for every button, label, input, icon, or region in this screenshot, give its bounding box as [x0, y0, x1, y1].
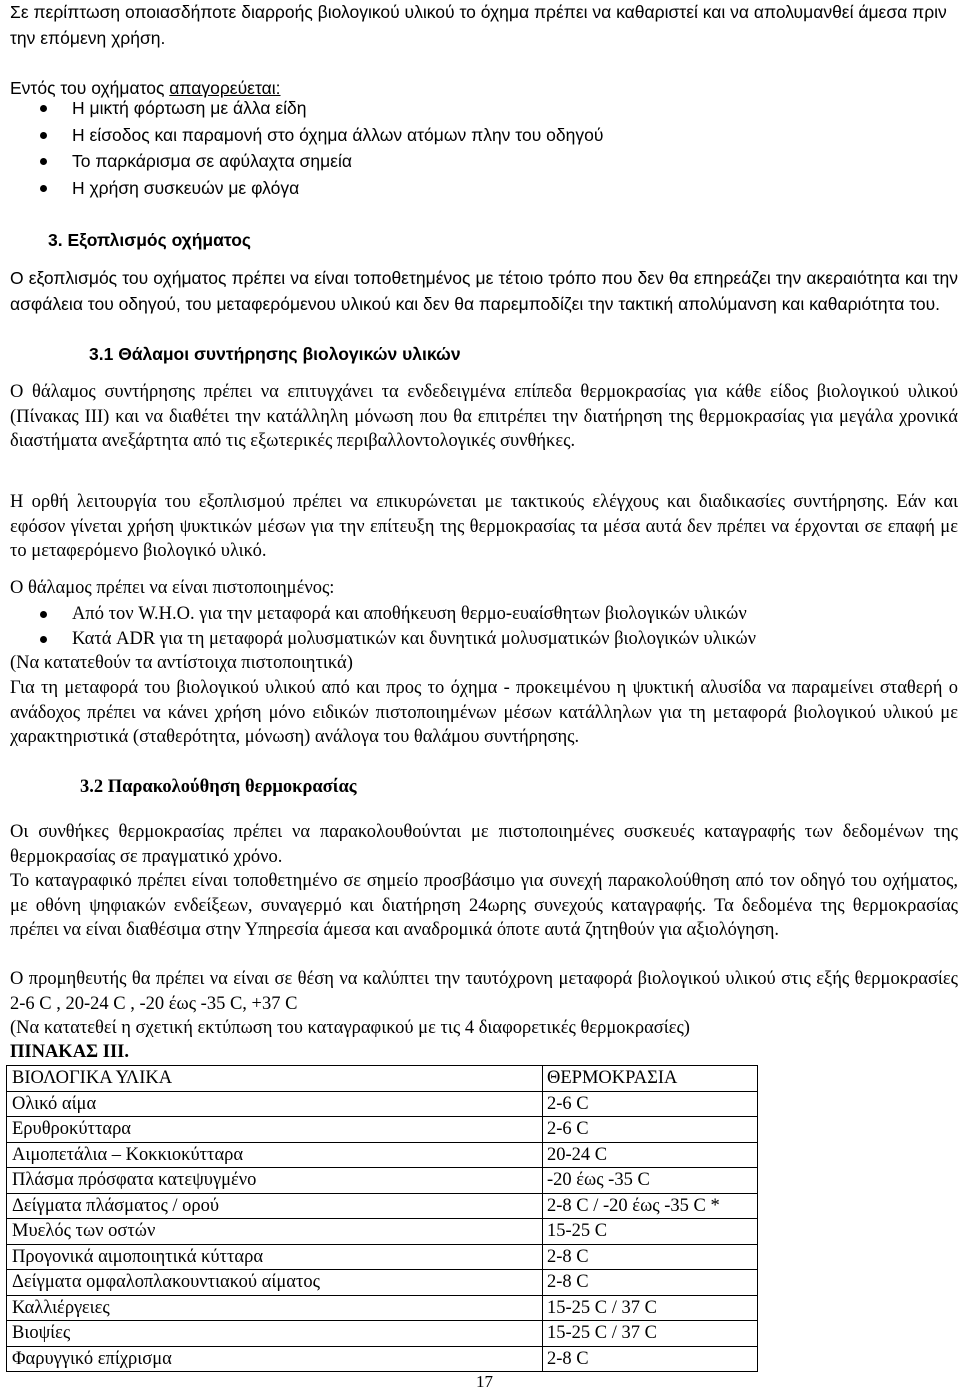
table-row — [7, 1168, 758, 1194]
material-cell: Αιμοπετάλια – Κοκκιοκύτταρα — [7, 1142, 543, 1168]
forbidden-word: απαγορεύεται: — [169, 78, 281, 98]
table-row — [7, 1270, 758, 1296]
bullet-icon — [40, 636, 47, 643]
table-header-row — [7, 1066, 758, 1092]
temperature-cell: 2-8 C / -20 έως -35 C * — [543, 1193, 758, 1219]
section-3-body: Ο εξοπλισμός του οχήματος πρέπει να είναι τοποθετημένος με τέτοιο τρόπο που δεν θα επηρεάζει την ακεραιότητα και την ασφάλεια του οδηγού, του μεταφερόμενου υλικού και δεν θα παρεμποδίζει την τακτική απολύμανση και καθαριότητα του. — [10, 268, 958, 314]
section-3-2-heading: 3.2 Παρακολούθηση θερμοκρασίας — [80, 777, 357, 797]
table-row — [7, 1193, 758, 1219]
table-body — [7, 1066, 758, 1372]
table-row — [7, 1091, 758, 1117]
bullet-icon — [40, 185, 47, 192]
temperature-cell: 2-8 C — [543, 1270, 758, 1296]
material-cell: Βιοψίες — [7, 1321, 543, 1347]
material-cell: Ερυθροκύτταρα — [7, 1117, 543, 1143]
section-3-1-heading: 3.1 Θάλαμοι συντήρησης βιολογικών υλικών — [89, 344, 461, 364]
section-3-1-paragraph-1: Ο θάλαμος συντήρησης πρέπει να επιτυγχάνει τα ενδεδειγμένα επίπεδα θερμοκρασίας για κάθε είδος βιολογικού υλικού (Πίνακας ΙΙΙ) και να διαθέτει την κατάλληλη μόνωση που θα επιτρέπει την διατήρηση της θερμοκρασίας για μεγάλα χρονικά διαστήματα ανεξάρτητα από τις εξωτερικές περιβαλλοντολογικές συνθήκες. — [10, 382, 958, 451]
table-row — [7, 1219, 758, 1245]
section-3-heading: 3. Εξοπλισμός οχήματος — [48, 230, 251, 250]
table-row — [7, 1117, 758, 1143]
section-3-2-paragraph-1: Οι συνθήκες θερμοκρασίας πρέπει να παρακολουθούνται με πιστοποιημένες συσκευές καταγραφής των δεδομένων της θερμοκρασίας σε πραγματικό χρόνο. — [10, 822, 958, 867]
section-3-2-paragraph-2: Το καταγραφικό πρέπει είναι τοποθετημένο σε σημείο προσβάσιμο για συνεχή παρακολούθηση από τον οδηγό του οχήματος, με οθόνη ψηφιακών ενδείξεων, συναγερμό και διατήρηση 24ωρης συνεχούς καταγραφής. Τα δεδομένα της θερμοκρασίας πρέπει να είναι διαθέσιμα στην Υπηρεσία άμεσα και αναδρομικά όποτε αυτά ζητηθούν για αξιολόγηση. — [10, 871, 958, 940]
leak-paragraph: Σε περίπτωση οποιασδήποτε διαρροής βιολογικού υλικού το όχημα πρέπει να καθαριστεί και να απολυμανθεί άμεσα πριν την επόμενη χρήση. — [10, 2, 947, 48]
bullet-icon — [40, 158, 47, 165]
table-row — [7, 1244, 758, 1270]
temperature-cell: -20 έως -35 C — [543, 1168, 758, 1194]
section-3-1-paragraph-2: Η ορθή λειτουργία του εξοπλισμού πρέπει να επικυρώνεται με τακτικούς ελέγχους και διαδικασίες συντήρησης. Εάν και εφόσον γίνεται χρήση ψυκτικών μέσων για την επίτευξη της θερμοκρασίας τα μέσα αυτά δεν πρέπει να έρχονται σε επαφή με το μεταφερόμενο βιολογικό υλικό. — [10, 492, 958, 561]
temperature-cell: 15-25 C — [543, 1219, 758, 1245]
table-row — [7, 1142, 758, 1168]
material-cell: Φαρυγγικό επίχρισμα — [7, 1346, 543, 1372]
section-3-2-paragraph-3: Ο προμηθευτής θα πρέπει να είναι σε θέση να καλύπτει την ταυτόχρονη μεταφορά βιολογικού υλικού στις εξής θερμοκρασίες 2-6 C , 20-24 C , -20 έως -35 C, +37 C — [10, 969, 958, 1014]
material-cell: Δείγματα πλάσματος / ορού — [7, 1193, 543, 1219]
section-3-2-paragraph-4: (Να κατατεθεί η σχετική εκτύπωση του καταγραφικού με τις 4 διαφορετικές θερμοκρασίες) — [10, 1018, 690, 1038]
table-title: ΠΙΝΑΚΑΣ ΙΙΙ. — [10, 1042, 130, 1062]
temperature-cell: 2-6 C — [543, 1117, 758, 1143]
header-cell-materials: ΒΙΟΛΟΓΙΚΑ ΥΛΙΚΑ — [7, 1066, 543, 1092]
table-row — [7, 1321, 758, 1347]
material-cell: Προγονικά αιμοποιητικά κύτταρα — [7, 1244, 543, 1270]
bullet-icon — [40, 611, 47, 618]
section-3-1-paragraph-3: Για τη μεταφορά του βιολογικού υλικού από και προς το όχημα - προκειμένου η ψυκτική αλυσίδα να παραμείνει σταθερή ο ανάδοχος πρέπει να κάνει χρήση μόνο ειδικών πιστοποιημένων μέσων κατάλληλων για τη μεταφορά βιολογικού υλικού με χαρακτηριστικά (σταθερότητα, μόνωση) ανάλογα του θαλάμου συντήρησης. — [10, 678, 958, 747]
table-row — [7, 1295, 758, 1321]
cert-intro: Ο θάλαμος πρέπει να είναι πιστοποιημένος: — [10, 578, 335, 598]
temperature-cell: 2-8 C — [543, 1244, 758, 1270]
material-cell: Καλλιέργειες — [7, 1295, 543, 1321]
document-page: Σε περίπτωση οποιασδήποτε διαρροής βιολογικού υλικού το όχημα πρέπει να καθαριστεί και να απολυμανθεί άμεσα πριν την επόμενη χρήση. Εντός του οχήματος απαγορεύεται: Η μικτή φόρτωση με άλλα είδη Η είσοδος και παραμονή στο όχημα άλλων ατόμων πλην του οδηγού Το παρκάρισμα σε αφύλαχτα σημεία Η χρήση συσκευών με φλόγα 3. Εξοπλισμός οχήματος Ο εξοπλισμός του οχήματος πρέπει να είναι τοποθετημένος με τέτοιο τρόπο που δεν θα επηρεάζει την ακεραιότητα και την ασφάλεια του οδηγού, του μεταφερόμενου υλικού και δεν θα παρεμποδίζει την τακτική απολύμανση και καθαριότητα του. 3.1 Θάλαμοι συντήρησης βιολογικών υλικών Ο θάλαμος συντήρησης πρέπει να επιτυγχάνει τα ενδεδειγμένα επίπεδα θερμοκρασίας για κάθε είδος βιολογικού υλικού (Πίνακας ΙΙΙ) και να διαθέτει την κατάλληλη μόνωση που θα επιτρέπει την διατήρηση της θερμοκρασίας για μεγάλα χρονικά διαστήματα ανεξάρτητα από τις εξωτερικές περιβαλλοντολογικές συνθήκες. Η ορθή λειτουργία του εξοπλισμού πρέπει να επικυρώνεται με τακτικούς ελέγχους και διαδικασίες συντήρησης. Εάν και εφόσον γίνεται χρήση ψυκτικών μέσων για την επίτευξη της θερμοκρασίας τα μέσα αυτά δεν πρέπει να έρχονται σε επαφή με το μεταφερόμενο βιολογικό υλικό. Ο θάλαμος πρέπει να είναι πιστοποιημένος: Από τον W.H.O. για την μεταφορά και αποθήκευση θερμο-ευαίσθητων βιολογικών υλικών Κατά ADR για τη μεταφορά μολυσματικών και δυνητικά μολυσματικών βιολογικών υλικών (Να κατατεθούν τα αντίστοιχα πιστοποιητικά) Για τη μεταφορά του βιολογικού υλικού από και προς το όχημα - προκειμένου η ψυκτική αλυσίδα να παραμείνει σταθερή ο ανάδοχος πρέπει να κάνει χρήση μόνο ειδικών πιστοποιημένων μέσων κατάλληλων για τη μεταφορά βιολογικού υλικού με χαρακτηριστικά (σταθερότητα, μόνωση) ανάλογα του θαλάμου συντήρησης. 3.2 Παρακολούθηση θερμοκρασίας Οι συνθήκες θερμοκρασίας πρέπει να παρακολουθούνται με πιστοποιημένες συσκευές καταγραφής των δεδομένων της θερμοκρασίας σε πραγματικό χρόνο. Το καταγραφικό πρέπει είναι τοποθετημένο σε σημείο προσβάσιμο για συνεχή παρακολούθηση από τον οδηγό του οχήματος, με οθόνη ψηφιακών ενδείξεων, συναγερμό και διατήρηση 24ωρης συνεχούς καταγραφής. Τα δεδομένα της θερμοκρασίας πρέπει να είναι διαθέσιμα στην Υπηρεσία άμεσα και αναδρομικά όποτε αυτά ζητηθούν για αξιολόγηση. Ο προμηθευτής θα πρέπει να είναι σε θέση να καλύπτει την ταυτόχρονη μεταφορά βιολογικού υλικού στις εξής θερμοκρασίες 2-6 C , 20-24 C , -20 έως -35 C, +37 C (Να κατατεθεί η σχετική εκτύπωση του καταγραφικού με τις 4 διαφορετικές θερμοκρασίες) ΠΙΝΑΚΑΣ ΙΙΙ. ΒΙΟΛΟΓΙΚΑ ΥΛΙΚΑ ΘΕΡΜΟΚΡΑΣΙΑ Ολικό αίμα 2-6 C Ερυθροκύτταρα 2-6 C Αιμοπετάλια – Κοκκιοκύτταρα 20-24 C Πλάσμα πρόσφατα κατεψυγμένο -20 έως -35 C Δείγματα πλάσματος / ορού 2-8 C / -20 έως -35 C * Μυελός των οστών 15-25 C Προγονικά αιμοποιητικά κύτταρα 2-8 C Δείγματα ομφαλοπλακουντιακού αίματος 2-8 C Καλλιέργειες 15-25 C / 37 C Βιοψίες 15-25 C / 37 C Φαρυγγικό επίχρισμα 2-8 C 17 — [0, 0, 960, 1390]
material-cell: Δείγματα ομφαλοπλακουντιακού αίματος — [7, 1270, 543, 1296]
temperature-table — [6, 1065, 758, 1372]
material-cell: Πλάσμα πρόσφατα κατεψυγμένο — [7, 1168, 543, 1194]
bullet-icon — [40, 132, 47, 139]
temperature-cell: 20-24 C — [543, 1142, 758, 1168]
bullet-icon — [40, 105, 47, 112]
material-cell: Μυελός των οστών — [7, 1219, 543, 1245]
temperature-cell: 15-25 C / 37 C — [543, 1295, 758, 1321]
cert-note: (Να κατατεθούν τα αντίστοιχα πιστοποιητικά) — [10, 653, 353, 673]
table-row — [7, 1346, 758, 1372]
forbidden-prefix: Εντός του οχήματος — [10, 78, 170, 98]
temperature-cell: 15-25 C / 37 C — [543, 1321, 758, 1347]
material-cell: Ολικό αίμα — [7, 1091, 543, 1117]
header-cell-temperature: ΘΕΡΜΟΚΡΑΣΙΑ — [543, 1066, 758, 1092]
temperature-cell: 2-6 C — [543, 1091, 758, 1117]
temperature-cell: 2-8 C — [543, 1346, 758, 1372]
page-number: 17 — [476, 1372, 493, 1391]
